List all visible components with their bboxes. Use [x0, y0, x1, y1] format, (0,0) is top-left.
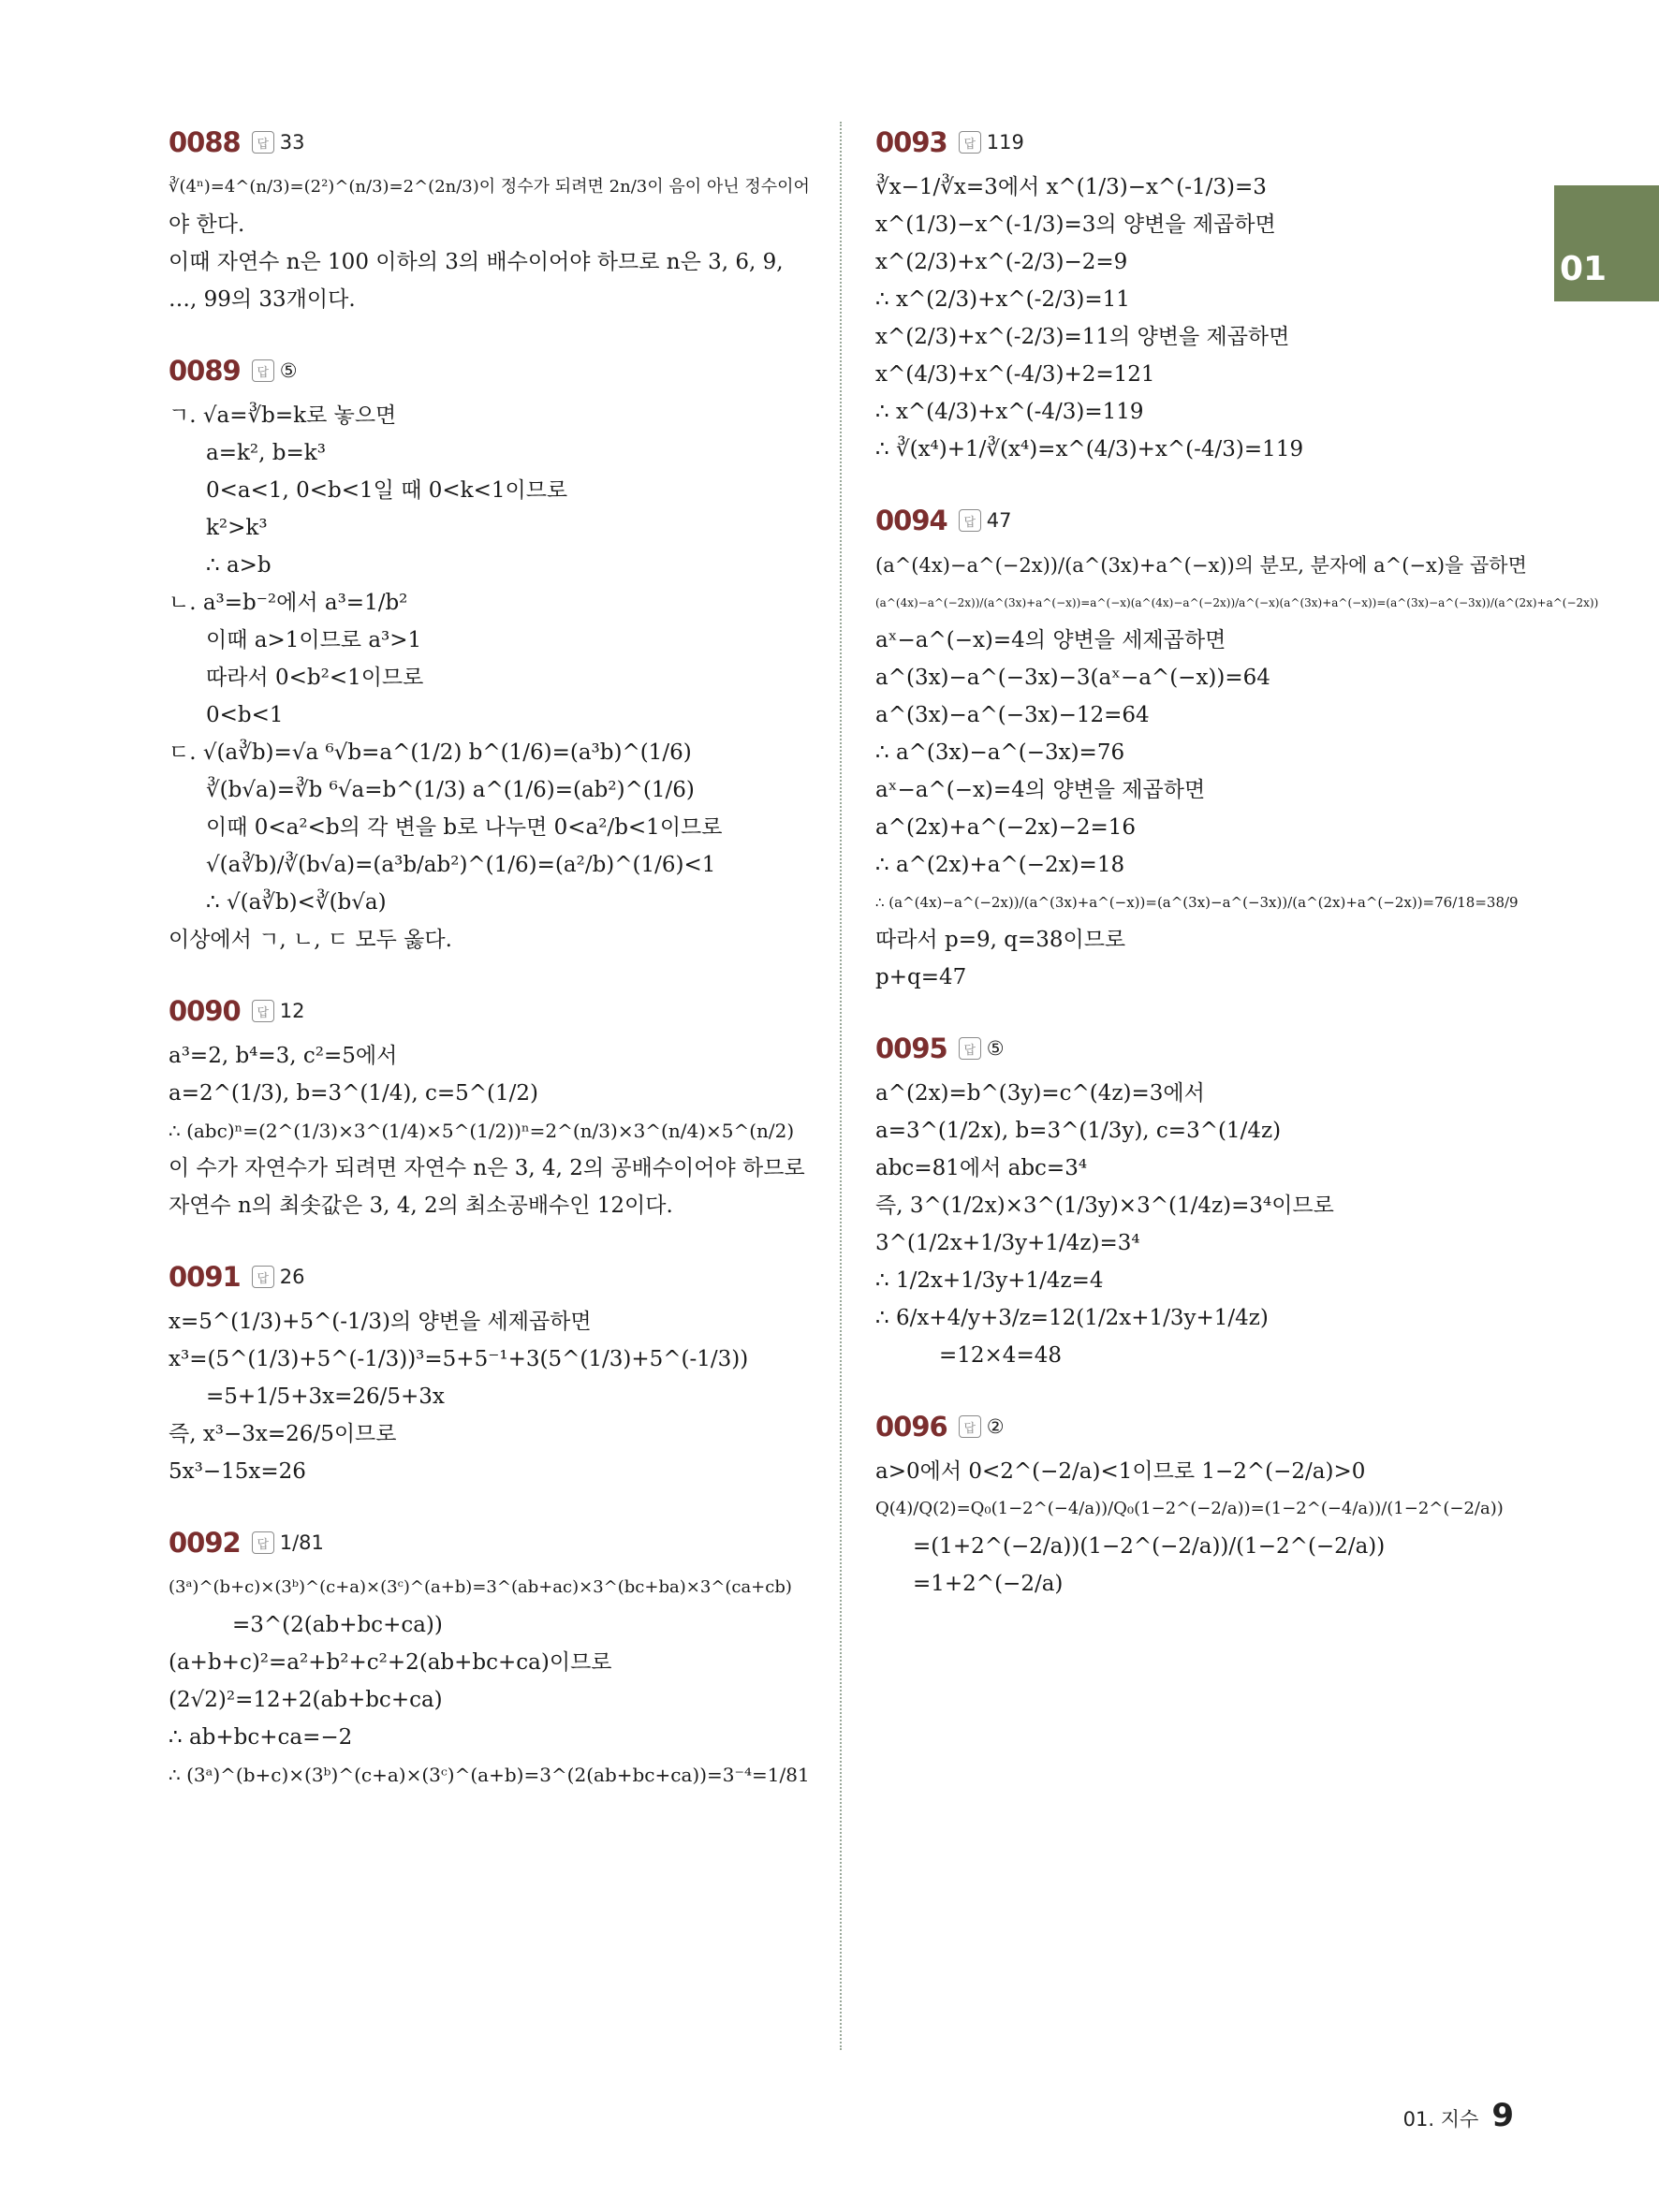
solution-line: 이 수가 자연수가 되려면 자연수 n은 3, 4, 2의 공배수이어야 하므로: [169, 1156, 805, 1180]
solution-line: 야 한다.: [169, 212, 245, 237]
solution-line: (a+b+c)²=a²+b²+c²+2(ab+bc+ca)이므로: [169, 1650, 612, 1675]
solution-line: =3^(2(ab+bc+ca)): [232, 1613, 443, 1637]
solution-line: x=5^(1/3)+5^(-1/3)의 양변을 세제곱하면: [169, 1310, 592, 1334]
solution-line: ∴ √(a∛b)<∛(b√a): [206, 890, 387, 915]
answer-badge-icon: 답: [959, 1415, 981, 1438]
answer-value: 26: [279, 1266, 305, 1288]
problem-0094: [875, 500, 1599, 996]
problem-header: [169, 1522, 815, 1563]
solution-line: aˣ−a^(−x)=4의 양변을 제곱하면: [875, 778, 1206, 802]
solution-line: 0<b<1: [206, 703, 284, 727]
answer-value: 119: [986, 131, 1024, 154]
problem-header: [169, 350, 815, 391]
solution-line: =1+2^(−2/a): [913, 1572, 1064, 1596]
solution-line: x^(4/3)+x^(-4/3)+2=121: [875, 362, 1155, 387]
solution-line: 3^(1/2x+1/3y+1/4z)=3⁴: [875, 1231, 1140, 1255]
solution-line: ∴ (abc)ⁿ=(2^(1/3)×3^(1/4)×5^(1/2))ⁿ=2^(n/3)×3^(n/4)×5^(n/2): [169, 1120, 795, 1142]
problem-0095: [875, 1028, 1531, 1374]
solution-line: ∴ x^(2/3)+x^(-2/3)=11: [875, 287, 1130, 312]
solution-line: a^(3x)−a^(−3x)−3(aˣ−a^(−x))=64: [875, 666, 1270, 690]
problem-0090: [169, 990, 815, 1224]
solution-line: x^(1/3)−x^(-1/3)=3의 양변을 제곱하면: [875, 212, 1276, 237]
solution-line: ∴ 6/x+4/y+3/z=12(1/2x+1/3y+1/4z): [875, 1306, 1269, 1330]
problem-0089: [169, 350, 815, 959]
solution-line: …, 99의 33개이다.: [169, 287, 356, 312]
solution-line: a=3^(1/2x), b=3^(1/3y), c=3^(1/4z): [875, 1119, 1282, 1143]
solution-line: =12×4=48: [939, 1343, 1062, 1368]
column-divider: [840, 122, 842, 2050]
solution-line: =5+1/5+3x=26/5+3x: [206, 1384, 445, 1409]
solution-line: a>0에서 0<2^(−2/a)<1이므로 1−2^(−2/a)>0: [875, 1459, 1366, 1484]
solution-line: ∴ x^(4/3)+x^(-4/3)=119: [875, 400, 1144, 424]
problem-number: 0091: [169, 1261, 241, 1293]
answer-badge-icon: 답: [252, 359, 274, 382]
solution-line: a=k², b=k³: [206, 441, 326, 465]
solution-line: k²>k³: [206, 516, 268, 540]
answer-value: 33: [279, 131, 305, 154]
problem-number: 0088: [169, 126, 241, 158]
solution-line: ∴ 1/2x+1/3y+1/4z=4: [875, 1268, 1104, 1293]
answer-badge-icon: 답: [252, 1531, 274, 1554]
chapter-tab: [1554, 185, 1659, 301]
solution-line: a³=2, b⁴=3, c²=5에서: [169, 1044, 398, 1068]
solution-line: 자연수 n의 최솟값은 3, 4, 2의 최소공배수인 12이다.: [169, 1194, 673, 1218]
answer-value: 1/81: [279, 1531, 324, 1554]
answer-value: 12: [279, 1000, 305, 1022]
problem-0088: [169, 122, 815, 318]
solution-line: 5x³−15x=26: [169, 1459, 306, 1484]
problem-header: [169, 122, 815, 163]
answer-badge-icon: 답: [252, 1000, 274, 1022]
solution-line: ∴ a^(2x)+a^(−2x)=18: [875, 853, 1125, 877]
footer-chapter: 01. 지수: [1402, 2108, 1479, 2131]
solution-line: x^(2/3)+x^(-2/3)−2=9: [875, 250, 1128, 274]
problem-number: 0095: [875, 1033, 947, 1064]
solution-line: x^(2/3)+x^(-2/3)=11의 양변을 제곱하면: [875, 325, 1290, 349]
solution-line: (a^(4x)−a^(−2x))/(a^(3x)+a^(−x))=a^(−x)(a^(4x)−a^(−2x))/a^(−x)(a^(3x)+a^(−x))=(a^(3x)−a^(−3x))/(a^(2x)+a^(−2x)): [875, 596, 1599, 609]
problem-0096: [875, 1406, 1531, 1603]
solution-line: aˣ−a^(−x)=4의 양변을 세제곱하면: [875, 628, 1226, 652]
solution-line: ∴ ∛(x⁴)+1/∛(x⁴)=x^(4/3)+x^(-4/3)=119: [875, 437, 1304, 461]
problem-header: [875, 1028, 1531, 1069]
solution-line: 이때 a>1이므로 a³>1: [206, 628, 422, 652]
solution-line: ㄴ. a³=b⁻²에서 a³=1/b²: [169, 591, 408, 615]
problem-header: [875, 122, 1531, 163]
solution-line: ∴ ab+bc+ca=−2: [169, 1725, 353, 1750]
answer-badge-icon: 답: [959, 509, 981, 532]
solution-line: a^(3x)−a^(−3x)−12=64: [875, 703, 1150, 727]
solution-line: 0<a<1, 0<b<1일 때 0<k<1이므로: [206, 478, 568, 503]
solution-line: 즉, x³−3x=26/5이므로: [169, 1422, 397, 1446]
page-footer: [1403, 2097, 1514, 2134]
solution-line: 이상에서 ㄱ, ㄴ, ㄷ 모두 옳다.: [169, 928, 452, 952]
answer-value: 47: [986, 509, 1012, 532]
problem-number: 0092: [169, 1527, 241, 1559]
problem-number: 0094: [875, 505, 947, 536]
answer-value: ⑤: [279, 359, 298, 382]
solution-line: √(a∛b)/∛(b√a)=(a³b/ab²)^(1/6)=(a²/b)^(1/6)<1: [206, 853, 716, 877]
solution-line: ∛(b√a)=∛b ⁶√a=b^(1/3) a^(1/6)=(ab²)^(1/6): [206, 778, 695, 802]
answer-value: ⑤: [986, 1037, 1005, 1060]
problem-number: 0096: [875, 1411, 947, 1443]
solution-line: 즉, 3^(1/2x)×3^(1/3y)×3^(1/4z)=3⁴이므로: [875, 1194, 1334, 1218]
solution-line: ∴ a>b: [206, 553, 272, 578]
problem-0092: [169, 1522, 815, 1794]
solution-line: =(1+2^(−2/a))(1−2^(−2/a))/(1−2^(−2/a)): [913, 1534, 1386, 1559]
problem-0091: [169, 1256, 815, 1490]
problem-header: [169, 1256, 815, 1297]
solution-line: p+q=47: [875, 965, 967, 989]
left-column: [169, 122, 815, 1825]
answer-badge-icon: 답: [252, 1266, 274, 1288]
problem-header: [169, 990, 815, 1032]
solution-line: a^(2x)=b^(3y)=c^(4z)=3에서: [875, 1081, 1205, 1106]
solution-line: 따라서 0<b²<1이므로: [206, 666, 424, 690]
problem-number: 0090: [169, 995, 241, 1027]
solution-line: abc=81에서 abc=3⁴: [875, 1156, 1088, 1180]
answer-badge-icon: 답: [252, 131, 274, 154]
answer-badge-icon: 답: [959, 131, 981, 154]
solution-line: ∴ a^(3x)−a^(−3x)=76: [875, 740, 1125, 765]
solution-line: ㄱ. √a=∛b=k로 놓으면: [169, 403, 397, 428]
solution-line: a^(2x)+a^(−2x)−2=16: [875, 815, 1137, 840]
solution-line: (3ᵃ)^(b+c)×(3ᵇ)^(c+a)×(3ᶜ)^(a+b)=3^(ab+ac)×3^(bc+ba)×3^(ca+cb): [169, 1577, 792, 1597]
solution-line: (2√2)²=12+2(ab+bc+ca): [169, 1688, 443, 1712]
solution-line: ㄷ. √(a∛b)=√a ⁶√b=a^(1/2) b^(1/6)=(a³b)^(1/6): [169, 740, 692, 765]
page-number: 9: [1491, 2097, 1514, 2134]
solution-line: ∛x−1/∛x=3에서 x^(1/3)−x^(-1/3)=3: [875, 175, 1267, 199]
solution-line: x³=(5^(1/3)+5^(-1/3))³=5+5⁻¹+3(5^(1/3)+5^(-1/3)): [169, 1347, 749, 1371]
problem-header: [875, 1406, 1531, 1447]
solution-line: ∴ (a^(4x)−a^(−2x))/(a^(3x)+a^(−x))=(a^(3x)−a^(−3x))/(a^(2x)+a^(−2x))=76/18=38/9: [875, 894, 1519, 911]
solution-line: 이때 자연수 n은 100 이하의 3의 배수이어야 하므로 n은 3, 6, 9,: [169, 250, 784, 274]
solution-line: ∴ (3ᵃ)^(b+c)×(3ᵇ)^(c+a)×(3ᶜ)^(a+b)=3^(2(ab+bc+ca))=3⁻⁴=1/81: [169, 1764, 810, 1786]
solution-line: a=2^(1/3), b=3^(1/4), c=5^(1/2): [169, 1081, 538, 1106]
solution-line: Q(4)/Q(2)=Q₀(1−2^(−4/a))/Q₀(1−2^(−2/a))=(1−2^(−4/a))/(1−2^(−2/a)): [875, 1499, 1504, 1518]
solution-line: ∛(4ⁿ)=4^(n/3)=(2²)^(n/3)=2^(2n/3)이 정수가 되려면 2n/3이 음이 아닌 정수이어: [169, 177, 810, 197]
right-column: [875, 122, 1599, 1634]
answer-value: ②: [986, 1415, 1005, 1438]
problem-number: 0089: [169, 355, 241, 387]
solution-line: (a^(4x)−a^(−2x))/(a^(3x)+a^(−x))의 분모, 분자에 a^(−x)을 곱하면: [875, 554, 1527, 577]
problem-header: [875, 500, 1531, 541]
problem-number: 0093: [875, 126, 947, 158]
answer-badge-icon: 답: [959, 1037, 981, 1060]
problem-0093: [875, 122, 1531, 468]
chapter-tab-label: 01: [1560, 250, 1608, 288]
solution-line: 이때 0<a²<b의 각 변을 b로 나누면 0<a²/b<1이므로: [206, 815, 723, 840]
solution-line: 따라서 p=9, q=38이므로: [875, 928, 1126, 952]
